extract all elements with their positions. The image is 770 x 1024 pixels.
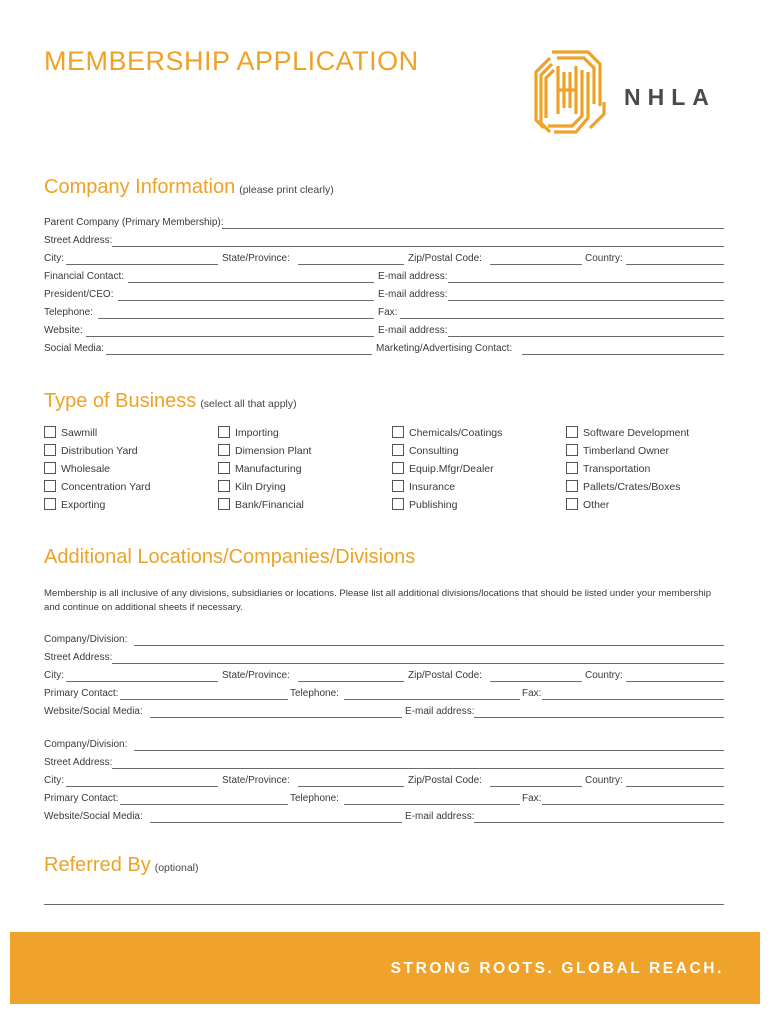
referred-hint: (optional) [154,862,199,874]
business-type-checkbox[interactable] [392,498,404,510]
business-type-label: Concentration Yard [61,481,151,493]
location-country-label: Country: [585,775,623,786]
business-type-label: Equip.Mfgr/Dealer [409,463,494,475]
location-city-field[interactable] [66,786,218,787]
footer-tagline: STRONG ROOTS. GLOBAL REACH. [390,960,724,977]
additional-description [44,587,724,614]
financial-contact-field[interactable] [128,282,374,283]
location-state-field[interactable] [298,786,404,787]
parent-company-row [44,217,724,231]
location-company-label: Company/Division: [44,739,128,750]
location-website-social-field[interactable] [150,822,402,823]
business-type-label: Pallets/Crates/Boxes [583,481,681,493]
street-label: Street Address: [44,235,113,246]
location-city-field[interactable] [66,681,218,682]
location-state-field[interactable] [298,681,404,682]
location-city-label: City: [44,775,64,786]
street-row [44,235,724,249]
business-type-checkbox[interactable] [218,426,230,438]
location-email-field[interactable] [474,822,724,823]
location-fax-label: Fax: [522,688,542,699]
business-type-label: Wholesale [61,463,111,475]
country-label: Country: [585,253,623,264]
business-type-checkbox[interactable] [566,462,578,474]
business-type-label: Bank/Financial [235,499,304,511]
page-title: MEMBERSHIP APPLICATION [44,46,419,76]
company-info-heading: Company Information (please print clearly) [44,176,334,198]
location-country-field[interactable] [626,681,724,682]
business-type-label: Chemicals/Coatings [409,427,503,439]
referred-heading: Referred By (optional) [44,854,199,876]
business-type-label: Sawmill [61,427,98,439]
business-type-hint: (select all that apply) [200,398,297,410]
social-media-row [44,343,724,357]
telephone-label: Telephone: [44,307,93,318]
telephone-row [44,307,724,321]
zip-field[interactable] [490,264,582,265]
location-row [44,706,724,720]
president-field[interactable] [118,300,374,301]
fax-label: Fax: [378,307,398,318]
business-type-checkbox[interactable] [44,462,56,474]
location-street-field[interactable] [112,663,724,664]
location-country-label: Country: [585,670,623,681]
location-telephone-field[interactable] [344,804,520,805]
location-row [44,652,724,666]
location-primary-contact-field[interactable] [120,699,288,700]
business-type-label: Importing [235,427,279,439]
city-row [44,253,724,267]
location-company-field[interactable] [134,645,724,646]
business-type-label: Timberland Owner [583,445,669,457]
business-type-label: Dimension Plant [235,445,312,457]
additional-description-line1: Membership is all inclusive of any divisions, subsidiaries or locations. Please list all additional divisions/locations that should be listed under your membership [44,588,712,599]
marketing-contact-label: Marketing/Advertising Contact: [376,343,513,354]
website-label: Website: [44,325,83,336]
business-type-label: Other [583,499,610,511]
location-primary-contact-label: Primary Contact: [44,688,119,699]
business-type-checkbox[interactable] [392,444,404,456]
location-email-label: E-mail address: [405,811,475,822]
social-media-field[interactable] [106,354,372,355]
business-type-checkbox[interactable] [392,480,404,492]
location-state-label: State/Province: [222,775,290,786]
referred-field[interactable] [44,904,724,905]
location-primary-contact-label: Primary Contact: [44,793,119,804]
location-company-field[interactable] [134,750,724,751]
city-label: City: [44,253,64,264]
location-email-field[interactable] [474,717,724,718]
location-website-social-field[interactable] [150,717,402,718]
business-type-label: Manufacturing [235,463,302,475]
financial-email-label: E-mail address: [378,271,448,282]
parent-company-field[interactable] [222,228,724,229]
telephone-field[interactable] [98,318,374,319]
financial-contact-row [44,271,724,285]
president-email-field[interactable] [448,300,724,301]
business-type-label: Publishing [409,499,458,511]
location-row [44,634,724,648]
street-field[interactable] [112,246,724,247]
business-type-heading: Type of Business (select all that apply) [44,390,297,412]
fax-field[interactable] [400,318,724,319]
company-info-hint: (please print clearly) [239,184,334,196]
additional-heading: Additional Locations/Companies/Divisions [44,546,416,568]
location-row [44,739,724,753]
location-primary-contact-field[interactable] [120,804,288,805]
state-label: State/Province: [222,253,290,264]
location-zip-label: Zip/Postal Code: [408,670,482,681]
business-type-checkbox[interactable] [44,444,56,456]
president-label: President/CEO: [44,289,114,300]
website-email-field[interactable] [448,336,724,337]
business-type-checkbox[interactable] [566,498,578,510]
business-type-checkbox[interactable] [566,426,578,438]
location-zip-label: Zip/Postal Code: [408,775,482,786]
parent-company-label: Parent Company (Primary Membership): [44,217,224,228]
location-fax-label: Fax: [522,793,542,804]
business-type-checkbox[interactable] [218,480,230,492]
social-media-label: Social Media: [44,343,105,354]
business-type-label: Transportation [583,463,651,475]
location-telephone-label: Telephone: [290,688,339,699]
president-email-label: E-mail address: [378,289,448,300]
location-telephone-field[interactable] [344,699,520,700]
financial-contact-label: Financial Contact: [44,271,125,282]
location-row [44,811,724,825]
business-type-checkbox[interactable] [566,444,578,456]
website-field[interactable] [86,336,374,337]
zip-label: Zip/Postal Code: [408,253,482,264]
logo-text: NHLA [624,84,716,110]
business-type-label: Exporting [61,499,106,511]
business-type-checkbox[interactable] [44,426,56,438]
business-type-label: Kiln Drying [235,481,286,493]
business-type-label: Consulting [409,445,459,457]
location-website-social-label: Website/Social Media: [44,811,143,822]
location-telephone-label: Telephone: [290,793,339,804]
business-type-label: Distribution Yard [61,445,138,457]
location-zip-field[interactable] [490,681,582,682]
president-row [44,289,724,303]
state-field[interactable] [298,264,404,265]
location-street-label: Street Address: [44,757,113,768]
business-type-checkbox[interactable] [392,426,404,438]
location-row [44,775,724,789]
nhla-logo-icon [528,44,612,136]
location-state-label: State/Province: [222,670,290,681]
country-field[interactable] [626,264,724,265]
location-zip-field[interactable] [490,786,582,787]
location-row [44,793,724,807]
business-type-label: Insurance [409,481,456,493]
business-type-checkbox[interactable] [566,480,578,492]
business-type-checkbox[interactable] [392,462,404,474]
business-type-checkbox[interactable] [218,444,230,456]
location-row [44,688,724,702]
financial-email-field[interactable] [448,282,724,283]
location-fax-field[interactable] [542,804,724,805]
location-street-field[interactable] [112,768,724,769]
location-country-field[interactable] [626,786,724,787]
business-type-checkbox[interactable] [44,498,56,510]
business-type-label: Software Development [583,427,690,439]
location-street-label: Street Address: [44,652,113,663]
location-city-label: City: [44,670,64,681]
location-row [44,757,724,771]
city-field[interactable] [66,264,218,265]
business-type-checkbox[interactable] [44,480,56,492]
website-email-label: E-mail address: [378,325,448,336]
location-website-social-label: Website/Social Media: [44,706,143,717]
location-fax-field[interactable] [542,699,724,700]
business-type-checkbox[interactable] [218,498,230,510]
location-company-label: Company/Division: [44,634,128,645]
business-type-checkbox[interactable] [218,462,230,474]
marketing-contact-field[interactable] [522,354,724,355]
location-row [44,670,724,684]
website-row [44,325,724,339]
additional-description-line2: and continue on additional sheets if necessary. [44,601,243,613]
location-email-label: E-mail address: [405,706,475,717]
